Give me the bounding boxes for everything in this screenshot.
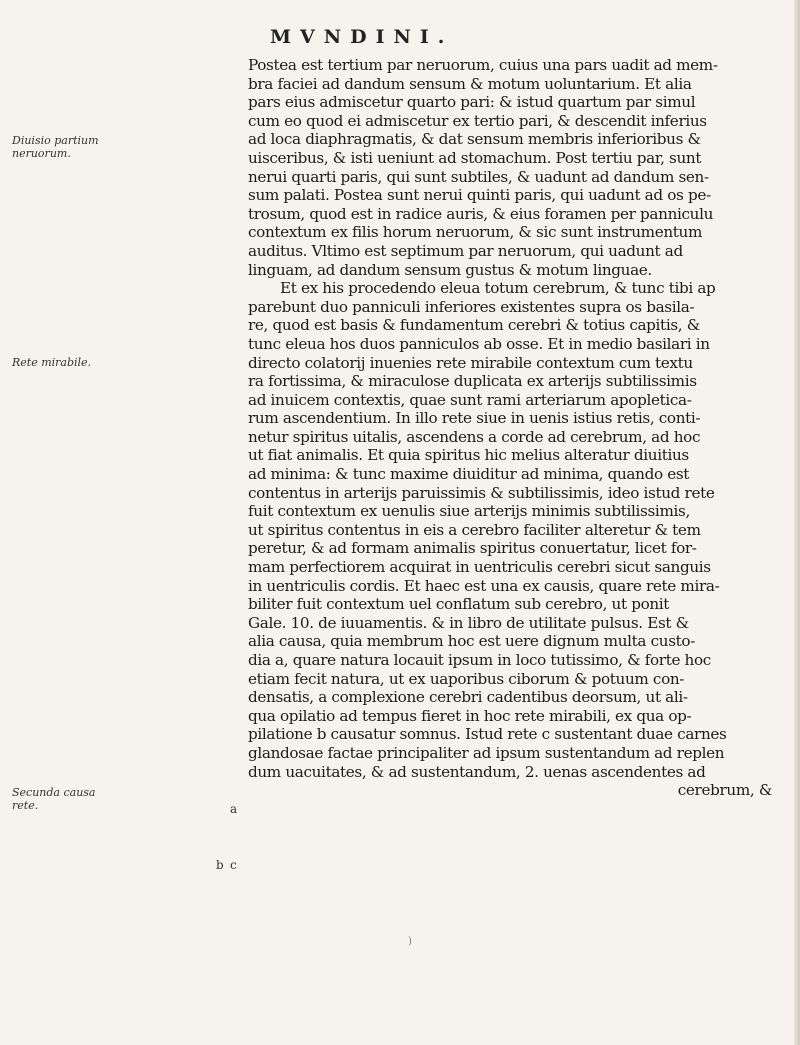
text-line: dum uacuitates, & ad sustentandum, 2. uenas ascendentes ad xyxy=(248,762,706,781)
sig-mark-b: b xyxy=(216,858,224,872)
text-line: ra fortissima, & miraculose duplicata ex arterijs subtilissimis xyxy=(248,372,697,391)
text-line: auditus. Vltimo est septimum par neruorum, qui uadunt ad xyxy=(248,241,683,260)
text-line: cum eo quod ei admiscetur ex tertio pari, & descendit inferius xyxy=(248,111,707,130)
text-line: cerebrum, & xyxy=(677,781,772,800)
page-mark: ) xyxy=(408,936,412,947)
text-line: trosum, quod est in radice auris, & eius foramen per panniculu xyxy=(248,204,714,223)
text-line: alia causa, quia membrum hoc est uere dignum multa custo- xyxy=(248,632,695,651)
text-line: linguam, ad dandum sensum gustus & motum linguae. xyxy=(248,260,652,279)
text-line: ad loca diaphragmatis, & dat sensum membris inferioribus & xyxy=(248,130,701,149)
text-line: pilatione b causatur somnus. Istud rete c sustentant duae carnes xyxy=(248,725,727,744)
sig-mark-a: a xyxy=(230,802,238,816)
text-line: qua opilatio ad tempus fieret in hoc rete mirabili, ex qua op- xyxy=(248,706,692,725)
text-line: Gale. 10. de iuuamentis. & in libro de utilitate pulsus. Est & xyxy=(248,613,689,632)
text-line: biliter fuit contextum uel conflatum sub cerebro, ut ponit xyxy=(248,595,670,614)
body-text xyxy=(248,56,778,800)
margin-note-rete: Rete mirabile. xyxy=(12,356,92,369)
text-line: netur spiritus uitalis, ascendens a corde ad cerebrum, ad hoc xyxy=(248,427,701,446)
margin-note-secunda: Secunda causa rete. xyxy=(12,786,96,812)
text-line: etiam fecit natura, ut ex uaporibus ciborum & potuum con- xyxy=(248,669,685,688)
text-line: densatis, a complexione cerebri cadentibus deorsum, ut ali- xyxy=(248,688,688,707)
running-head: MVNDINI. xyxy=(270,26,454,48)
sig-mark-c: c xyxy=(230,858,237,872)
text-line: sum palati. Postea sunt nerui quinti paris, qui uadunt ad os pe- xyxy=(248,186,711,205)
text-line: ad minima: & tunc maxime diuiditur ad minima, quando est xyxy=(248,465,690,484)
text-line: mam perfectiorem acquirat in uentriculis cerebri sicut sanguis xyxy=(248,558,711,577)
text-line: tunc eleua hos duos panniculos ab osse. Et in medio basilari in xyxy=(248,334,710,353)
text-line: ut spiritus contentus in eis a cerebro faciliter alteretur & tem xyxy=(248,520,701,539)
text-line: glandosae factae principaliter ad ipsum sustentandum ad replen xyxy=(248,743,725,762)
text-line: contentus in arterijs paruissimis & subtilissimis, ideo istud rete xyxy=(248,483,715,502)
text-line: nerui quarti paris, qui sunt subtiles, & uadunt ad dandum sen- xyxy=(248,167,709,186)
text-line: uisceribus, & isti ueniunt ad stomachum. Post tertiu par, sunt xyxy=(248,148,702,167)
text-line: rum ascendentium. In illo rete siue in uenis istius retis, conti- xyxy=(248,409,701,428)
text-line: Postea est tertium par neruorum, cuius una pars uadit ad mem- xyxy=(248,56,718,74)
text-line: Et ex his procedendo eleua totum cerebrum, & tunc tibi ap xyxy=(280,279,716,298)
text-line: parebunt duo panniculi inferiores existentes supra os basila- xyxy=(248,297,695,316)
margin-note-divisio: Diuisio partium neruorum. xyxy=(12,134,99,160)
text-line: in uentriculis cordis. Et haec est una ex causis, quare rete mira- xyxy=(248,576,720,595)
text-line: fuit contextum ex uenulis siue arterijs minimis subtilissimis, xyxy=(248,502,690,521)
text-line: re, quod est basis & fundamentum cerebri & totius capitis, & xyxy=(248,316,700,335)
text-line: contextum ex filis horum neruorum, & sic sunt instrumentum xyxy=(248,223,702,242)
text-line: ad inuicem contextis, quae sunt rami arteriarum apopletica- xyxy=(248,390,692,409)
text-line: ut fiat animalis. Et quia spiritus hic melius alteratur diuitius xyxy=(248,446,689,465)
text-line: peretur, & ad formam animalis spiritus conuertatur, licet for- xyxy=(248,539,697,558)
text-line: dia a, quare natura locauit ipsum in loco tutissimo, & forte hoc xyxy=(248,651,711,669)
text-line: pars eius admiscetur quarto pari: & istud quartum par simul xyxy=(248,93,696,112)
text-line: bra faciei ad dandum sensum & motum uoluntarium. Et alia xyxy=(248,74,692,93)
text-line: directo colatorij inuenies rete mirabile contextum cum textu xyxy=(248,353,693,372)
page-edge xyxy=(794,0,800,1045)
